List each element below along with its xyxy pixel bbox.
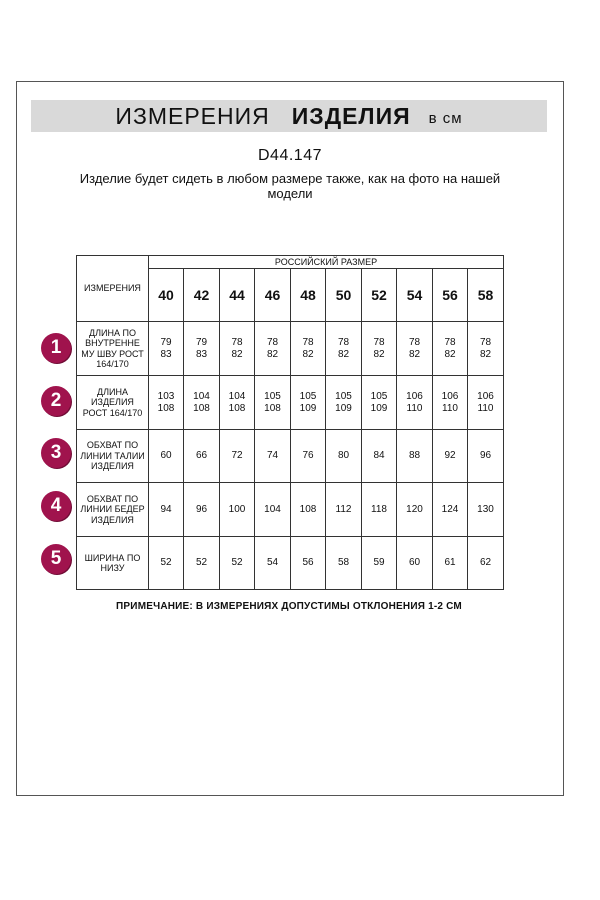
measurement-value: 120 — [406, 503, 423, 515]
measurement-value: 96 — [195, 503, 208, 515]
measurement-value: 108 — [264, 402, 281, 414]
measurement-cell — [291, 483, 326, 537]
measurement-cell — [468, 430, 504, 483]
measurement-value: 78 — [337, 336, 350, 348]
measurement-value: 83 — [195, 348, 208, 360]
measurement-value: 110 — [406, 402, 423, 414]
title-item: ИЗДЕЛИЯ — [291, 102, 411, 129]
measurement-value: 82 — [479, 348, 492, 360]
measurement-cell — [255, 322, 291, 376]
measurement-cell — [362, 430, 397, 483]
size-header-cell: 46 — [255, 269, 291, 322]
measurement-cell — [397, 322, 433, 376]
product-code: D44.147 — [258, 147, 322, 164]
measurement-value: 106 — [441, 390, 459, 402]
measurement-cell — [255, 430, 291, 483]
measurement-value: 78 — [266, 336, 279, 348]
measurement-value: 103 — [157, 390, 175, 402]
measurement-cell — [397, 376, 433, 430]
row-number-badge: 2 — [41, 386, 71, 416]
measurement-value: 79 — [195, 336, 208, 348]
measurement-value: 82 — [444, 348, 456, 360]
measurement-label: ОБХВАТ ПО ЛИНИИ БЕДЕР ИЗДЕЛИЯ — [77, 483, 149, 537]
measurement-value: 88 — [408, 450, 421, 461]
measurement-label: ДЛИНА ИЗДЕЛИЯ РОСТ 164/170 — [77, 376, 149, 430]
measurement-value: 92 — [444, 450, 456, 461]
size-header-cell: 50 — [326, 269, 362, 322]
size-header-cell: 42 — [184, 269, 220, 322]
measurement-cell — [326, 537, 362, 590]
measurement-label: ДЛИНА ПО ВНУТРЕННЕ МУ ШВУ РОСТ 164/170 — [77, 322, 149, 376]
measurement-value: 83 — [160, 348, 172, 360]
measurement-value: 130 — [477, 503, 494, 515]
size-header-cell: 58 — [468, 269, 504, 322]
measurement-cell — [184, 430, 220, 483]
measurement-cell — [149, 483, 184, 537]
measurement-cell — [220, 322, 255, 376]
measurement-value: 105 — [370, 390, 388, 402]
measurement-value: 82 — [337, 348, 350, 360]
measurement-value: 82 — [231, 348, 243, 360]
size-header-cell: 52 — [362, 269, 397, 322]
measurement-value: 118 — [371, 503, 387, 515]
row-number-badge: 1 — [41, 333, 71, 363]
measurement-value: 60 — [160, 450, 172, 461]
size-header-cell: 40 — [149, 269, 184, 322]
measurement-value: 110 — [477, 402, 494, 414]
measurement-cell — [291, 537, 326, 590]
measurement-cell — [220, 430, 255, 483]
size-header-cell: 56 — [433, 269, 468, 322]
measurement-cell — [397, 537, 433, 590]
size-header-cell: 44 — [220, 269, 255, 322]
measurement-cell — [184, 537, 220, 590]
measurement-cell — [468, 322, 504, 376]
measurement-value: 78 — [231, 336, 243, 348]
measurement-value: 108 — [228, 402, 246, 414]
measurement-cell — [220, 376, 255, 430]
row-number-badge: 3 — [41, 438, 71, 468]
measurement-cell — [362, 376, 397, 430]
measurement-value: 94 — [160, 503, 172, 515]
measurement-value: 82 — [408, 348, 421, 360]
measurement-value: 52 — [195, 557, 208, 568]
measurement-row — [77, 483, 504, 537]
measurement-label: ОБХВАТ ПО ЛИНИИ ТАЛИИ ИЗДЕЛИЯ — [77, 430, 149, 483]
size-group-header: РОССИЙСКИЙ РАЗМЕР — [149, 256, 504, 269]
measurement-value: 58 — [337, 557, 350, 568]
measurement-cell — [184, 322, 220, 376]
measurement-value: 109 — [370, 402, 388, 414]
measurement-cell — [362, 483, 397, 537]
measurement-cell — [433, 376, 468, 430]
measurement-value: 59 — [373, 557, 385, 568]
title-unit: в см — [428, 109, 463, 127]
measurement-value: 82 — [266, 348, 279, 360]
measurement-value: 74 — [266, 450, 279, 461]
measurement-value: 61 — [444, 557, 456, 568]
measurement-value: 109 — [299, 402, 317, 414]
measurement-value: 108 — [299, 503, 317, 515]
measurement-row — [77, 430, 504, 483]
measurement-cell — [291, 430, 326, 483]
measurement-value: 108 — [157, 402, 175, 414]
measurement-value: 72 — [231, 450, 243, 461]
fit-note: Изделие будет сидеть в любом размере также, как на фото на нашей модели — [79, 171, 501, 201]
measurement-value: 82 — [373, 348, 385, 360]
measurement-row — [77, 376, 504, 430]
size-header-cell: 48 — [291, 269, 326, 322]
measurement-cell — [468, 537, 504, 590]
measurement-value: 109 — [335, 402, 352, 414]
measurements-header: ИЗМЕРЕНИЯ — [77, 256, 149, 322]
measurement-cell — [291, 376, 326, 430]
measurement-value: 60 — [408, 557, 421, 568]
measurement-value: 104 — [193, 390, 210, 402]
measurement-value: 78 — [479, 336, 492, 348]
measurement-cell — [149, 430, 184, 483]
measurement-value: 96 — [479, 450, 492, 461]
measurement-value: 66 — [195, 450, 208, 461]
measurement-cell — [184, 483, 220, 537]
measurement-cell — [433, 430, 468, 483]
measurement-cell — [255, 537, 291, 590]
measurement-value: 78 — [408, 336, 421, 348]
measurement-cell — [184, 376, 220, 430]
measurement-cell — [255, 483, 291, 537]
measurement-value: 62 — [479, 557, 492, 568]
measurement-cell — [220, 483, 255, 537]
measurement-value: 54 — [266, 557, 279, 568]
measurement-value: 105 — [299, 390, 317, 402]
measurement-value: 105 — [264, 390, 281, 402]
measurement-cell — [397, 483, 433, 537]
measurement-cell — [326, 430, 362, 483]
measurement-cell — [326, 376, 362, 430]
measurement-cell — [468, 376, 504, 430]
measurement-label: ШИРИНА ПО НИЗУ — [77, 537, 149, 590]
measurement-row — [77, 537, 504, 590]
measurement-cell — [149, 537, 184, 590]
title-bar — [31, 100, 547, 132]
measurement-cell — [326, 483, 362, 537]
measurement-cell — [291, 322, 326, 376]
row-number-badge: 5 — [41, 544, 71, 574]
measurement-value: 105 — [335, 390, 352, 402]
measurement-cell — [362, 322, 397, 376]
measurement-value: 78 — [444, 336, 456, 348]
measurement-value: 108 — [193, 402, 210, 414]
measurement-value: 80 — [337, 450, 350, 461]
measurement-cell — [362, 537, 397, 590]
measurement-value: 104 — [264, 503, 281, 515]
measurement-value: 78 — [302, 336, 314, 348]
measurement-value: 56 — [302, 557, 314, 568]
tolerance-remark: ПРИМЕЧАНИЕ: В ИЗМЕРЕНИЯХ ДОПУСТИМЫ ОТКЛОНЕНИЯ 1-2 СМ — [116, 601, 462, 612]
measurement-value: 106 — [406, 390, 423, 402]
measurement-cell — [326, 322, 362, 376]
measurement-value: 52 — [160, 557, 172, 568]
measurement-cell — [149, 376, 184, 430]
measurement-value: 110 — [442, 402, 458, 414]
measurement-value: 52 — [231, 557, 243, 568]
measurement-row — [77, 322, 504, 376]
row-number-badge: 4 — [41, 491, 71, 521]
size-header-cell: 54 — [397, 269, 433, 322]
measurement-value: 76 — [302, 450, 314, 461]
measurement-value: 100 — [228, 503, 246, 515]
measurement-cell — [468, 483, 504, 537]
measurement-value: 84 — [373, 450, 385, 461]
measurement-value: 104 — [228, 390, 246, 402]
measurement-cell — [149, 322, 184, 376]
measurement-value: 124 — [441, 503, 459, 515]
measurement-cell — [220, 537, 255, 590]
title-measurements: ИЗМЕРЕНИЯ — [115, 102, 270, 129]
measurement-value: 78 — [373, 336, 385, 348]
measurement-value: 106 — [477, 390, 494, 402]
measurement-value: 82 — [302, 348, 314, 360]
measurement-value: 79 — [160, 336, 172, 348]
size-table — [76, 255, 504, 590]
measurement-cell — [433, 322, 468, 376]
measurement-cell — [433, 537, 468, 590]
measurement-cell — [433, 483, 468, 537]
measurement-cell — [397, 430, 433, 483]
measurement-value: 112 — [335, 503, 352, 515]
measurement-cell — [255, 376, 291, 430]
